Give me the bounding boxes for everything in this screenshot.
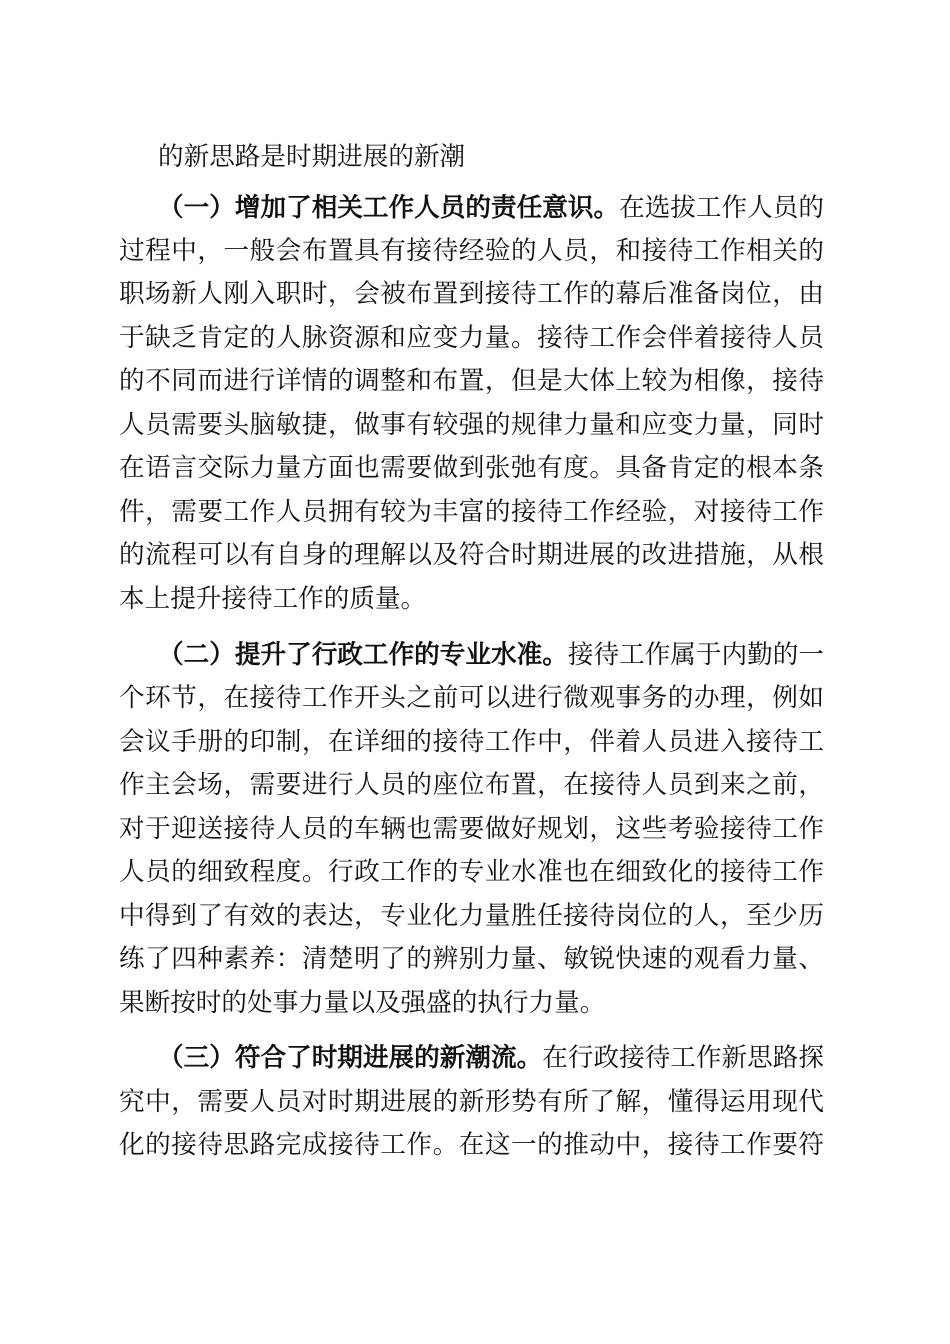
text-line: 人员的细致程度。行政工作的专业水准也在细致化的接待工作	[119, 857, 824, 887]
text-line: 化的接待思路完成接待工作。在这一的推动中，接待工作要符	[119, 1130, 824, 1160]
section-2-heading: （二）提升了行政工作的专业水准。	[158, 640, 568, 670]
text-line: 件，需要工作人员拥有较为丰富的接待工作经验，对接待工作	[119, 497, 824, 527]
text-line: 过程中，一般会布置具有接待经验的人员，和接待工作相关的	[119, 236, 824, 266]
text-line: 究中，需要人员对时期进展的新形势有所了解，懂得运用现代	[119, 1087, 824, 1117]
text-line: 接待工作属于内勤的一	[567, 640, 824, 670]
text-line: 果断按时的处事力量以及强盛的执行力量。	[119, 988, 606, 1018]
section-3-heading: （三）符合了时期进展的新潮流。	[158, 1043, 543, 1073]
text-line: 的不同而进行详情的调整和布置，但是大体上较为相像，接待	[119, 366, 824, 396]
text-line: 在语言交际力量方面也需要做到张弛有度。具备肯定的根本条	[119, 453, 824, 483]
text-line: 中得到了有效的表达，专业化力量胜任接待岗位的人，至少历	[119, 901, 824, 931]
text-line: 会议手册的印制，在详细的接待工作中，伴着人员进入接待工	[119, 727, 824, 757]
text-line: 本上提升接待工作的质量。	[119, 584, 427, 614]
section-3-paragraph-first-line	[158, 1043, 824, 1073]
text-line: 对于迎送接待人员的车辆也需要做好规划，这些考验接待工作	[119, 814, 824, 844]
section-2-paragraph-first-line	[158, 640, 824, 670]
section-1-paragraph-first-line	[158, 193, 824, 223]
text-line: 人员需要头脑敏捷，做事有较强的规律力量和应变力量，同时	[119, 410, 824, 440]
text-line: 在选拔工作人员的	[619, 193, 824, 223]
text-line: 个环节，在接待工作开头之前可以进行微观事务的办理，例如	[119, 683, 824, 713]
section-1-heading: （一）增加了相关工作人员的责任意识。	[158, 193, 620, 223]
text-line: 职场新人刚入职时，会被布置到接待工作的幕后准备岗位，由	[119, 279, 824, 309]
text-line: 的新思路是时期进展的新潮	[158, 142, 466, 172]
text-line: 在行政接待工作新思路探	[542, 1043, 824, 1073]
text-line: 的流程可以有自身的理解以及符合时期进展的改进措施，从根	[119, 540, 824, 570]
text-line: 于缺乏肯定的人脉资源和应变力量。接待工作会伴着接待人员	[119, 323, 824, 353]
text-line: 练了四种素养：清楚明了的辨别力量、敏锐快速的观看力量、	[119, 944, 824, 974]
text-line: 作主会场，需要进行人员的座位布置，在接待人员到来之前，	[119, 770, 824, 800]
